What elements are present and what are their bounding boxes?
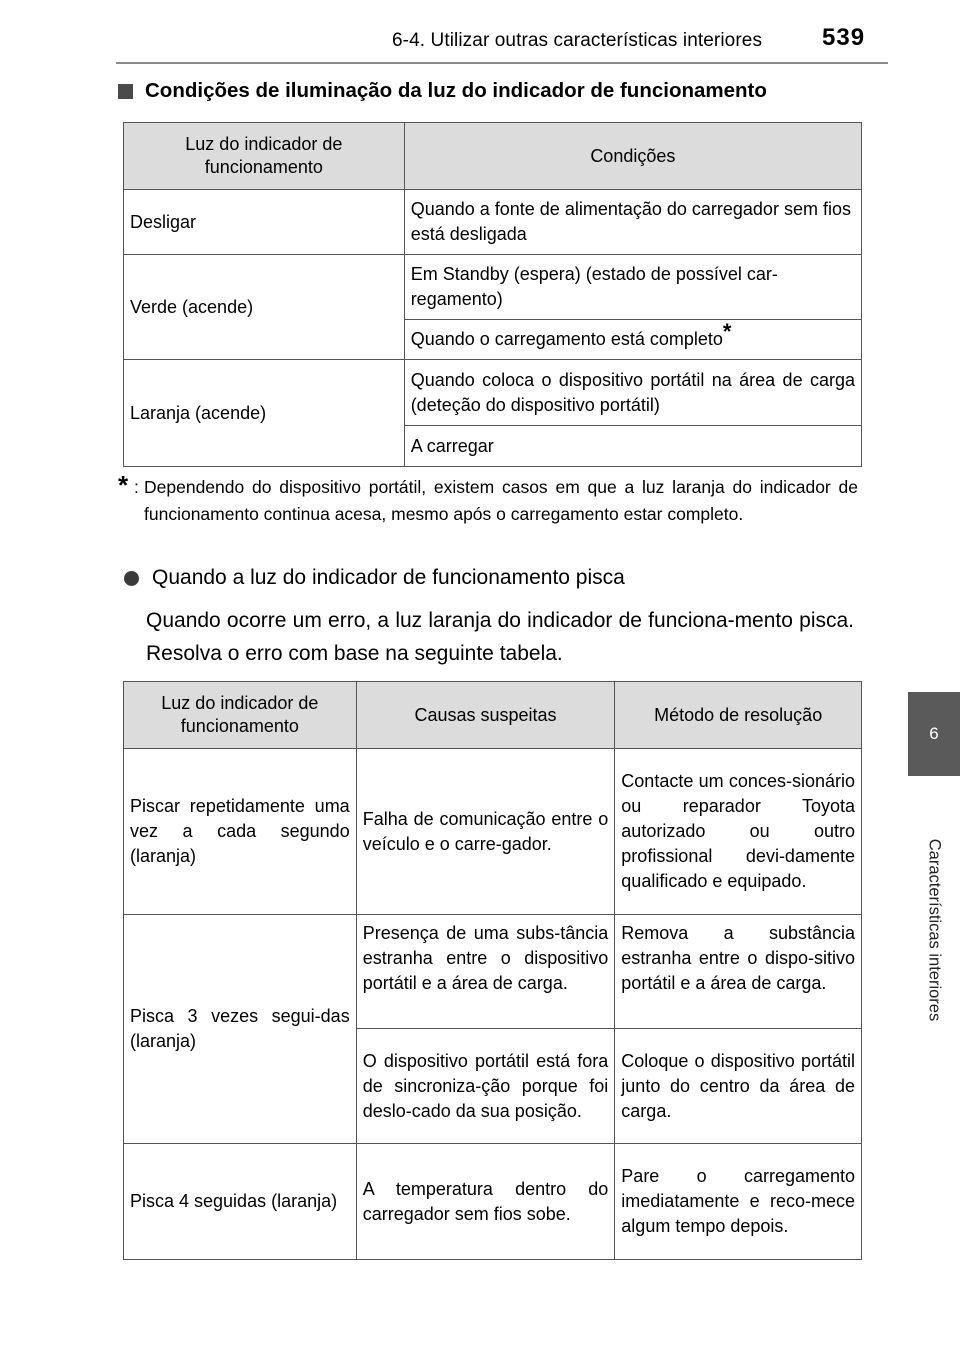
body-paragraph: Quando ocorre um erro, a luz laranja do indicador de funciona-mento pisca. Resolva o erro com base na seguinte tabela. — [146, 609, 854, 665]
table-row — [124, 360, 862, 426]
square-bullet-icon — [118, 84, 133, 99]
indicator-cell: Piscar repetidamente uma vez a cada segundo (laranja) — [124, 749, 357, 915]
cause-cell: O dispositivo portátil está fora de sincroniza-ção porque foi deslo-cado da sua posição. — [356, 1029, 615, 1144]
page-number: 539 — [822, 24, 866, 51]
indicator-cell: Pisca 3 vezes segui-das (laranja) — [124, 915, 357, 1144]
table-row — [124, 915, 862, 1029]
bullet-heading — [124, 566, 625, 590]
condition-cell: Em Standby (espera) (estado de possível car-regamento) — [404, 255, 861, 320]
section-heading-text: Condições de iluminação da luz do indicador de funcionamento — [145, 79, 767, 102]
indicator-cell: Pisca 4 seguidas (laranja) — [124, 1144, 357, 1260]
cause-cell: Falha de comunicação entre o veículo e o carre-gador. — [356, 749, 615, 915]
column-header: Método de resolução — [615, 682, 862, 749]
table-row — [124, 255, 862, 320]
lighting-conditions-table — [123, 122, 862, 467]
bullet-heading-text: Quando a luz do indicador de funcionamento pisca — [152, 566, 625, 589]
column-header: Causas suspeitas — [356, 682, 615, 749]
table-row — [124, 1144, 862, 1260]
cause-cell: Presença de uma subs-tância estranha entre o dispositivo portátil e a área de carga. — [356, 915, 615, 1029]
table-header-row — [124, 682, 862, 749]
footnote-colon: : — [134, 477, 139, 497]
column-header: Luz do indicador de funcionamento — [124, 123, 405, 190]
condition-cell: Quando a fonte de alimentação do carregador sem fios está desligada — [404, 190, 861, 255]
column-header: Luz do indicador de funcionamento — [124, 682, 357, 749]
chapter-label: Características interiores — [925, 838, 944, 1022]
solution-cell: Coloque o dispositivo portátil junto do centro da área de carga. — [615, 1029, 862, 1144]
chapter-tab — [908, 692, 960, 776]
circle-bullet-icon — [124, 571, 139, 586]
chapter-number: 6 — [929, 724, 939, 743]
condition-cell: Quando o carregamento está completo* — [404, 320, 861, 360]
footnote — [118, 470, 858, 528]
condition-cell: A carregar — [404, 426, 861, 467]
table-row — [124, 190, 862, 255]
column-header: Condições — [404, 123, 861, 190]
solution-cell: Remova a substância estranha entre o dispo-sitivo portátil e a área de carga. — [615, 915, 862, 1029]
error-resolution-table — [123, 681, 862, 1260]
indicator-cell: Verde (acende) — [124, 255, 405, 360]
asterisk-mark: * — [722, 319, 732, 344]
table-row — [124, 749, 862, 915]
header-divider — [116, 62, 888, 64]
solution-cell: Pare o carregamento imediatamente e reco-mece algum tempo depois. — [615, 1144, 862, 1260]
footnote-text: Dependendo do dispositivo portátil, existem casos em que a luz laranja do indicador de funcionamento continua acesa, mesmo após o carregamento estar completo. — [144, 477, 858, 524]
section-title: 6-4. Utilizar outras características interiores — [392, 30, 763, 51]
footnote-mark: * — [118, 470, 129, 500]
section-heading — [118, 79, 767, 103]
table-header-row — [124, 123, 862, 190]
indicator-cell: Desligar — [124, 190, 405, 255]
indicator-cell: Laranja (acende) — [124, 360, 405, 467]
solution-cell: Contacte um conces-sionário ou reparador Toyota autorizado ou outro profissional devi-damente qualificado e equipado. — [615, 749, 862, 915]
condition-cell: Quando coloca o dispositivo portátil na área de carga (deteção do dispositivo portátil) — [404, 360, 861, 426]
cause-cell: A temperatura dentro do carregador sem fios sobe. — [356, 1144, 615, 1260]
